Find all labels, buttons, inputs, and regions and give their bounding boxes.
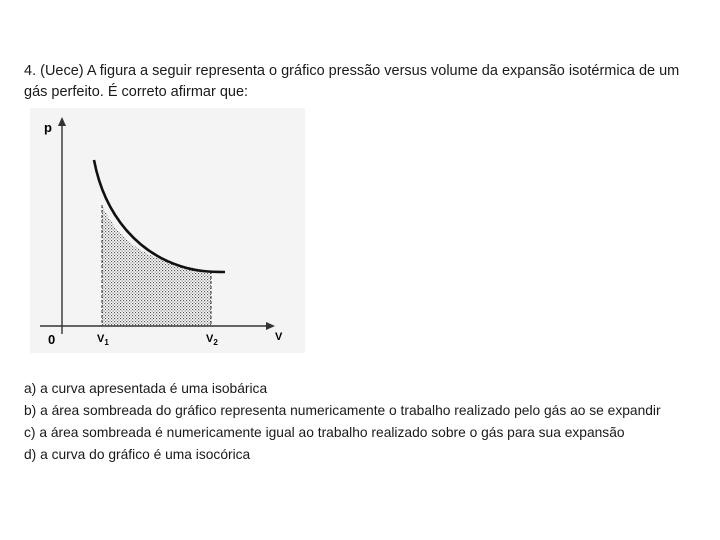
pv-diagram-svg (30, 108, 305, 353)
option-b[interactable]: b) a área sombreada do gráfico representa numericamente o trabalho realizado pelo gás ao se expandir (24, 403, 661, 418)
y-axis-label: p (44, 120, 52, 135)
answer-options (24, 378, 704, 466)
pv-diagram (30, 108, 305, 353)
option-c[interactable]: c) a área sombreada é numericamente igual ao trabalho realizado sobre o gás para sua expansão (24, 425, 625, 440)
x-axis-label: V (275, 331, 283, 343)
v1-label-main: V (97, 333, 105, 345)
option-d[interactable]: d) a curva do gráfico é uma isocórica (24, 447, 251, 462)
question-text: 4. (Uece) A figura a seguir representa o gráfico pressão versus volume da expansão isotérmica de um gás perfeito. É correto afirmar que: (24, 63, 680, 100)
v2-label-sub: 2 (213, 338, 218, 347)
option-a[interactable]: a) a curva apresentada é uma isobárica (24, 381, 268, 396)
v2-label-main: V (206, 333, 214, 345)
v1-label-sub: 1 (104, 338, 109, 347)
origin-label: 0 (48, 332, 56, 347)
